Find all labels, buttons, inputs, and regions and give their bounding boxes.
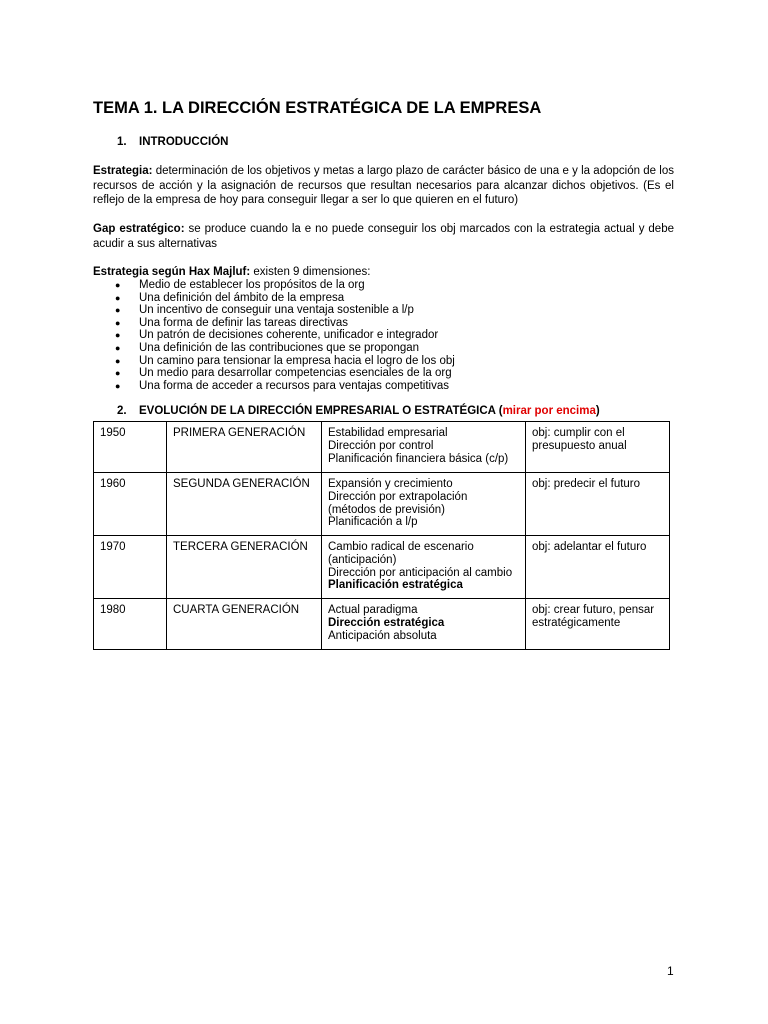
year-text: 1960: [100, 478, 126, 490]
description-line: Planificación estratégica: [328, 579, 463, 592]
year-cell: [94, 599, 167, 650]
description-line: Dirección estratégica: [328, 616, 445, 629]
highlight-note: mirar por encima: [502, 405, 596, 417]
list-item-text: Medio de establecer los propósitos de la org: [139, 279, 365, 291]
list-item-text: Una forma de acceder a recursos para ventajas competitivas: [139, 379, 450, 392]
bullet-icon: ●: [115, 355, 121, 366]
bullet-icon: ●: [115, 280, 121, 290]
list-item-text: Un incentivo de conseguir una ventaja sostenible a l/p: [139, 304, 414, 317]
objective-line: obj: adelantar el futuro: [532, 541, 647, 553]
objective-line: obj: cumplir con el: [532, 427, 625, 439]
list-item-text: Una definición del ámbito de la empresa: [139, 291, 345, 304]
objective-cell: [526, 599, 670, 650]
table-row: [94, 536, 670, 599]
generation-text: TERCERA GENERACIÓN: [173, 541, 308, 553]
paragraph-gap-estrategico: [93, 222, 674, 251]
year-cell: [94, 422, 167, 473]
bullet-icon: ●: [115, 305, 121, 316]
table-row: [94, 599, 670, 650]
page-number: 1: [667, 964, 674, 978]
list-item: [93, 342, 455, 355]
description-cell: [322, 599, 526, 650]
description-line: Estabilidad empresarial: [328, 427, 448, 439]
year-cell: [94, 536, 167, 599]
dimensions-list: [93, 279, 455, 392]
description-line: Dirección por anticipación al cambio: [328, 566, 513, 579]
section-heading-introduccion: [117, 136, 228, 148]
year-cell: [94, 473, 167, 536]
section-heading-evolucion: [117, 405, 600, 417]
objective-cell: [526, 422, 670, 473]
description-line: Expansión y crecimiento: [328, 478, 453, 490]
description-cell: [322, 536, 526, 599]
document-title: TEMA 1. LA DIRECCIÓN ESTRATÉGICA DE LA EMPRESA: [93, 99, 542, 117]
definition-estrategia: determinación de los objetivos y metas a largo plazo de carácter básico de una e y la adopción de los recursos de acción y la asignación de recursos que resultan necesarios para alcanzar dichos objetivos. (Es el reflejo de la empresa de hoy para conseguir llegar a ser lo que quieren en el futuro): [93, 165, 674, 207]
definition-gap-estrategico: se produce cuando la e no puede conseguir los obj marcados con la estrategia actual y debe acudir a sus alternativas: [93, 223, 674, 250]
bullet-icon: ●: [115, 330, 121, 341]
section-label: EVOLUCIÓN DE LA DIRECCIÓN EMPRESARIAL O ESTRATÉGICA (: [139, 405, 503, 417]
list-item: [93, 355, 455, 368]
description-cell: [322, 422, 526, 473]
list-item: [93, 317, 455, 330]
section-number: 1.: [117, 136, 127, 148]
list-item-text: Una definición de las contribuciones que se propongan: [139, 341, 420, 354]
objective-line: obj: predecir el futuro: [532, 478, 641, 490]
section-label: INTRODUCCIÓN: [139, 136, 229, 148]
list-item-text: Un medio para desarrollar competencias esenciales de la org: [139, 367, 452, 380]
bullet-icon: ●: [115, 368, 121, 379]
year-text: 1970: [100, 541, 126, 553]
generation-cell: [167, 599, 322, 650]
table-row: [94, 473, 670, 536]
list-item: [93, 304, 455, 317]
generation-text: CUARTA GENERACIÓN: [173, 604, 300, 616]
description-line: (métodos de previsión): [328, 503, 445, 516]
description-line: Cambio radical de escenario: [328, 541, 474, 553]
list-item: [93, 367, 455, 380]
section-number: 2.: [117, 405, 127, 417]
description-cell: [322, 473, 526, 536]
bullet-icon: ●: [115, 342, 121, 353]
bullet-icon: ●: [115, 317, 121, 328]
description-line: Planificación financiera básica (c/p): [328, 452, 509, 465]
term-gap-estrategico: Gap estratégico:: [93, 223, 185, 235]
generation-text: SEGUNDA GENERACIÓN: [173, 478, 310, 490]
list-item: [93, 279, 455, 292]
generation-cell: [167, 536, 322, 599]
description-line: Anticipación absoluta: [328, 629, 437, 642]
year-text: 1980: [100, 604, 126, 616]
list-item: [93, 329, 455, 342]
description-line: Dirección por control: [328, 439, 434, 452]
objective-line: estratégicamente: [532, 616, 621, 629]
objective-cell: [526, 536, 670, 599]
generation-cell: [167, 473, 322, 536]
paragraph-hax-majluf: [93, 265, 674, 280]
generation-cell: [167, 422, 322, 473]
objective-cell: [526, 473, 670, 536]
description-line: Dirección por extrapolación: [328, 490, 468, 503]
generation-text: PRIMERA GENERACIÓN: [173, 427, 306, 439]
list-item: [93, 292, 455, 305]
year-text: 1950: [100, 427, 126, 439]
list-item: [93, 380, 455, 393]
generations-table: [93, 421, 670, 650]
list-item-text: Un camino para tensionar la empresa hacia el logro de los obj: [139, 354, 455, 367]
table-row: [94, 422, 670, 473]
objective-line: presupuesto anual: [532, 439, 627, 452]
list-item-text: Un patrón de decisiones coherente, unificador e integrador: [139, 329, 439, 342]
description-line: Actual paradigma: [328, 604, 418, 616]
paragraph-estrategia: [93, 164, 674, 208]
description-line: Planificación a l/p: [328, 516, 418, 529]
bullet-icon: ●: [115, 292, 121, 303]
section-label-close: ): [595, 405, 600, 417]
description-line: (anticipación): [328, 553, 397, 566]
objective-line: obj: crear futuro, pensar: [532, 604, 655, 616]
definition-hax-majluf: existen 9 dimensiones:: [250, 266, 371, 278]
term-hax-majluf: Estrategia según Hax Majluf:: [93, 266, 251, 278]
bullet-icon: ●: [115, 380, 121, 391]
list-item-text: Una forma de definir las tareas directivas: [139, 316, 349, 329]
term-estrategia: Estrategia:: [93, 165, 153, 177]
